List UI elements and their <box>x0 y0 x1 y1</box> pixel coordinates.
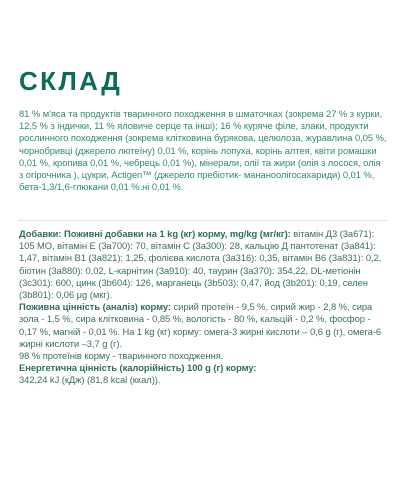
energy-heading: Енергетична цінність (калорійність) 100 g (г) корму: <box>19 362 257 374</box>
analysis-paragraph <box>19 301 387 350</box>
energy-text: 342,24 kJ (кДж) (81,8 kcal (ккал)). <box>19 374 161 386</box>
additives-text: вітамін Д3 (3а671): 105 МО, вітамін Е (3а700): 70, вітамін С (3а300): 28, кальцію Д пантотенат (3а841): 1,47, вітамін В1 (3а821): 1,25, фолієва кислота (3а316): 0,35, вітамін В6 (3а831): 0,2, біотин (3а880): 0,02, L-карнітин (3а910): 40, таурин (3а370): 354,22, DL-метіонін (3с301): 600, цинк (3b604): 126, марганець (3b503): 0,47, йод (3b201): 0,19, селен (3b801): 0,06 μg (мкг). <box>19 228 382 301</box>
analysis-heading: Поживна цінність (аналіз) корму: <box>19 301 171 313</box>
additives-heading: Добавки: Поживні добавки на 1 kg (кг) корму, mg/kg (мг/кг): <box>19 228 291 239</box>
section-divider <box>19 220 387 221</box>
nutrition-block <box>19 228 387 387</box>
energy-heading-line <box>19 362 387 374</box>
additives-paragraph <box>19 228 387 301</box>
composition-text: 81 % м'яса та продуктів тваринного походження в шматочках (зокрема 27 % з курки, 12,5 % з індички, 11 % яловиче серце та інші); 16 % куряче філе, злаки, продукти рослинного походження (зокрема клітковина бурякова, целюлоза, журавлина 0,05 %, чорнобривці (джерело лютеїну) 0,01 %, корінь лопуха, корінь алтея, квіти ромашки 0,01 %, кропива 0,01 %, чебрець 0,01 %), мінерали, олії та жири (олія з лосося, олія з огірочника ), цукри, Actigen™ (джерело пребіотик- мананоолігосахариди) 0,01 %, бета-1,3/1,6-глюкани 0,01 %.ні 0,01 %. <box>19 108 387 193</box>
analysis-text: сирий протеїн - 9,5 %, сирий жир - 2,8 %, сира зола - 1,5 %, сира клітковина - 0,85 %, вологість - 80 %, кальцій - 0,2 %, фосфор - 0,17 %, магній - 0,01 %. На 1 kg (кг) корму: омега-3 жирні кислоти – 0,6 g (г), омега-6 жирні кислоти –3,7 g (г). <box>19 301 382 349</box>
protein-note: 98 % протеїнів корму - тваринного походження. <box>19 350 224 362</box>
page-title: СКЛАД <box>19 66 123 96</box>
